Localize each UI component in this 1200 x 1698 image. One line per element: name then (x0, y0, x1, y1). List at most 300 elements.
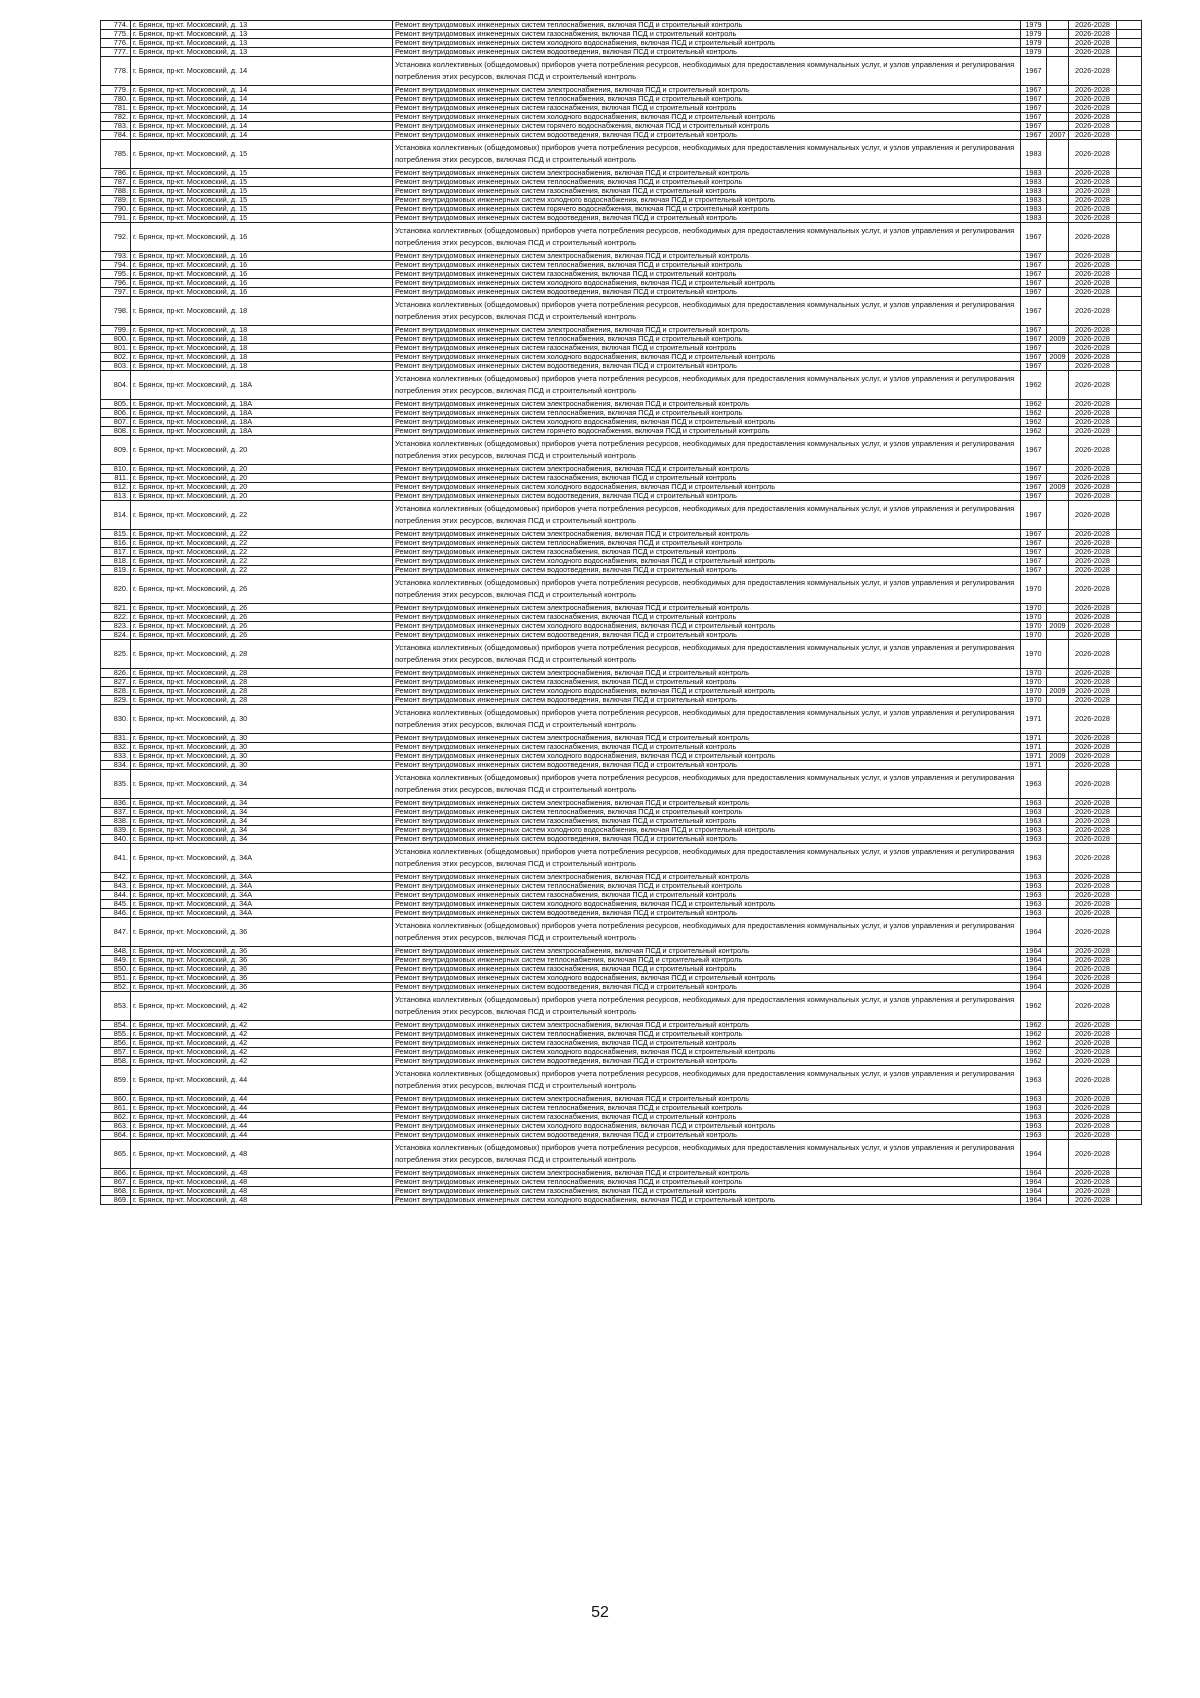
row-address: г. Брянск, пр-кт. Московский, д. 18 (131, 344, 393, 353)
row-build-year: 1963 (1021, 1122, 1047, 1131)
row-build-year: 1962 (1021, 1039, 1047, 1048)
row-last-repair-year (1047, 261, 1069, 270)
row-last-repair-year (1047, 1178, 1069, 1187)
row-number: 863. (101, 1122, 131, 1131)
row-work-type: Ремонт внутридомовых инженерных систем холодного водоснабжения, включая ПСД и строительный контроль (393, 752, 1021, 761)
row-planned-period: 2026-2028 (1069, 891, 1117, 900)
row-work-type: Ремонт внутридомовых инженерных систем газоснабжения, включая ПСД и строительный контроль (393, 743, 1021, 752)
row-build-year: 1970 (1021, 575, 1047, 604)
row-planned-period: 2026-2028 (1069, 808, 1117, 817)
row-planned-period: 2026-2028 (1069, 873, 1117, 882)
row-last-repair-year (1047, 288, 1069, 297)
row-build-year: 1979 (1021, 39, 1047, 48)
row-planned-period: 2026-2028 (1069, 622, 1117, 631)
row-extra-cell (1117, 817, 1142, 826)
table-row (101, 1113, 1142, 1122)
row-planned-period: 2026-2028 (1069, 30, 1117, 39)
row-extra-cell (1117, 1187, 1142, 1196)
table-row (101, 1048, 1142, 1057)
row-number: 855. (101, 1030, 131, 1039)
row-extra-cell (1117, 539, 1142, 548)
row-address: г. Брянск, пр-кт. Московский, д. 15 (131, 187, 393, 196)
row-planned-period: 2026-2028 (1069, 214, 1117, 223)
row-work-type: Ремонт внутридомовых инженерных систем газоснабжения, включая ПСД и строительный контроль (393, 891, 1021, 900)
row-last-repair-year: 2009 (1047, 622, 1069, 631)
row-extra-cell (1117, 140, 1142, 169)
row-address: г. Брянск, пр-кт. Московский, д. 30 (131, 743, 393, 752)
row-extra-cell (1117, 261, 1142, 270)
row-extra-cell (1117, 557, 1142, 566)
row-planned-period: 2026-2028 (1069, 1131, 1117, 1140)
row-last-repair-year (1047, 678, 1069, 687)
table-row (101, 705, 1142, 734)
row-address: г. Брянск, пр-кт. Московский, д. 20 (131, 492, 393, 501)
row-extra-cell (1117, 530, 1142, 539)
row-build-year: 1962 (1021, 1057, 1047, 1066)
table-row (101, 1187, 1142, 1196)
row-last-repair-year (1047, 113, 1069, 122)
row-work-type: Ремонт внутридомовых инженерных систем водоотведения, включая ПСД и строительный контроль (393, 492, 1021, 501)
row-planned-period: 2026-2028 (1069, 1048, 1117, 1057)
row-extra-cell (1117, 418, 1142, 427)
row-build-year: 1967 (1021, 270, 1047, 279)
row-number: 812. (101, 483, 131, 492)
row-last-repair-year (1047, 205, 1069, 214)
row-work-type: Ремонт внутридомовых инженерных систем водоотведения, включая ПСД и строительный контроль (393, 696, 1021, 705)
row-planned-period: 2026-2028 (1069, 900, 1117, 909)
row-planned-period: 2026-2028 (1069, 474, 1117, 483)
row-build-year: 1963 (1021, 873, 1047, 882)
row-last-repair-year (1047, 1169, 1069, 1178)
row-build-year: 1963 (1021, 1095, 1047, 1104)
row-build-year: 1964 (1021, 918, 1047, 947)
row-planned-period: 2026-2028 (1069, 1169, 1117, 1178)
row-number: 798. (101, 297, 131, 326)
row-last-repair-year (1047, 808, 1069, 817)
row-number: 850. (101, 965, 131, 974)
row-work-type: Ремонт внутридомовых инженерных систем электроснабжения, включая ПСД и строительный контроль (393, 799, 1021, 808)
row-build-year: 1983 (1021, 169, 1047, 178)
table-row (101, 613, 1142, 622)
table-row (101, 817, 1142, 826)
row-last-repair-year (1047, 705, 1069, 734)
row-extra-cell (1117, 21, 1142, 30)
table-row (101, 844, 1142, 873)
row-number: 846. (101, 909, 131, 918)
row-work-type: Ремонт внутридомовых инженерных систем газоснабжения, включая ПСД и строительный контроль (393, 965, 1021, 974)
row-address: г. Брянск, пр-кт. Московский, д. 34 (131, 826, 393, 835)
row-build-year: 1967 (1021, 104, 1047, 113)
page-number: 52 (591, 1604, 609, 1621)
row-number: 823. (101, 622, 131, 631)
row-last-repair-year (1047, 965, 1069, 974)
row-number: 851. (101, 974, 131, 983)
row-number: 822. (101, 613, 131, 622)
row-planned-period: 2026-2028 (1069, 557, 1117, 566)
row-extra-cell (1117, 205, 1142, 214)
row-build-year: 1970 (1021, 687, 1047, 696)
row-planned-period: 2026-2028 (1069, 826, 1117, 835)
table-row (101, 1021, 1142, 1030)
row-work-type: Ремонт внутридомовых инженерных систем водоотведения, включая ПСД и строительный контроль (393, 288, 1021, 297)
row-number: 794. (101, 261, 131, 270)
row-last-repair-year (1047, 1122, 1069, 1131)
row-build-year: 1967 (1021, 223, 1047, 252)
row-address: г. Брянск, пр-кт. Московский, д. 13 (131, 21, 393, 30)
row-build-year: 1967 (1021, 131, 1047, 140)
row-build-year: 1979 (1021, 30, 1047, 39)
row-build-year: 1983 (1021, 214, 1047, 223)
row-planned-period: 2026-2028 (1069, 882, 1117, 891)
row-extra-cell (1117, 1140, 1142, 1169)
row-number: 825. (101, 640, 131, 669)
row-address: г. Брянск, пр-кт. Московский, д. 30 (131, 734, 393, 743)
row-number: 834. (101, 761, 131, 770)
row-last-repair-year (1047, 918, 1069, 947)
row-planned-period: 2026-2028 (1069, 918, 1117, 947)
row-work-type: Ремонт внутридомовых инженерных систем холодного водоснабжения, включая ПСД и строительный контроль (393, 418, 1021, 427)
row-address: г. Брянск, пр-кт. Московский, д. 22 (131, 566, 393, 575)
row-work-type: Ремонт внутридомовых инженерных систем холодного водоснабжения, включая ПСД и строительный контроль (393, 196, 1021, 205)
table-row (101, 752, 1142, 761)
row-number: 795. (101, 270, 131, 279)
row-extra-cell (1117, 270, 1142, 279)
row-extra-cell (1117, 122, 1142, 131)
row-extra-cell (1117, 169, 1142, 178)
row-extra-cell (1117, 761, 1142, 770)
row-planned-period: 2026-2028 (1069, 86, 1117, 95)
row-number: 843. (101, 882, 131, 891)
row-build-year: 1967 (1021, 57, 1047, 86)
row-build-year: 1967 (1021, 474, 1047, 483)
table-row (101, 169, 1142, 178)
table-row (101, 678, 1142, 687)
row-work-type: Ремонт внутридомовых инженерных систем водоотведения, включая ПСД и строительный контроль (393, 761, 1021, 770)
row-work-type: Ремонт внутридомовых инженерных систем горячего водоснабжения, включая ПСД и строительный контроль (393, 205, 1021, 214)
table-row (101, 826, 1142, 835)
table-row (101, 734, 1142, 743)
table-row (101, 205, 1142, 214)
row-planned-period: 2026-2028 (1069, 483, 1117, 492)
row-number: 848. (101, 947, 131, 956)
row-planned-period: 2026-2028 (1069, 1122, 1117, 1131)
row-work-type: Ремонт внутридомовых инженерных систем водоотведения, включая ПСД и строительный контроль (393, 1057, 1021, 1066)
table-row (101, 557, 1142, 566)
row-number: 866. (101, 1169, 131, 1178)
row-build-year: 1967 (1021, 335, 1047, 344)
row-work-type: Ремонт внутридомовых инженерных систем холодного водоснабжения, включая ПСД и строительный контроль (393, 1048, 1021, 1057)
row-last-repair-year (1047, 214, 1069, 223)
row-last-repair-year (1047, 640, 1069, 669)
row-number: 857. (101, 1048, 131, 1057)
row-extra-cell (1117, 900, 1142, 909)
row-work-type: Ремонт внутридомовых инженерных систем холодного водоснабжения, включая ПСД и строительный контроль (393, 1122, 1021, 1131)
row-planned-period: 2026-2028 (1069, 687, 1117, 696)
row-number: 853. (101, 992, 131, 1021)
row-work-type: Ремонт внутридомовых инженерных систем теплоснабжения, включая ПСД и строительный контроль (393, 539, 1021, 548)
row-planned-period: 2026-2028 (1069, 492, 1117, 501)
row-planned-period: 2026-2028 (1069, 743, 1117, 752)
row-address: г. Брянск, пр-кт. Московский, д. 44 (131, 1113, 393, 1122)
row-build-year: 1964 (1021, 965, 1047, 974)
row-planned-period: 2026-2028 (1069, 752, 1117, 761)
row-extra-cell (1117, 956, 1142, 965)
row-work-type: Ремонт внутридомовых инженерных систем холодного водоснабжения, включая ПСД и строительный контроль (393, 353, 1021, 362)
row-last-repair-year (1047, 613, 1069, 622)
row-work-type: Ремонт внутридомовых инженерных систем электроснабжения, включая ПСД и строительный контроль (393, 669, 1021, 678)
row-work-type: Ремонт внутридомовых инженерных систем холодного водоснабжения, включая ПСД и строительный контроль (393, 113, 1021, 122)
row-number: 782. (101, 113, 131, 122)
row-extra-cell (1117, 808, 1142, 817)
row-number: 797. (101, 288, 131, 297)
row-work-type: Ремонт внутридомовых инженерных систем электроснабжения, включая ПСД и строительный контроль (393, 873, 1021, 882)
row-planned-period: 2026-2028 (1069, 734, 1117, 743)
row-build-year: 1967 (1021, 530, 1047, 539)
row-work-type: Ремонт внутридомовых инженерных систем электроснабжения, включая ПСД и строительный контроль (393, 465, 1021, 474)
row-address: г. Брянск, пр-кт. Московский, д. 34А (131, 900, 393, 909)
row-address: г. Брянск, пр-кт. Московский, д. 36 (131, 956, 393, 965)
row-extra-cell (1117, 371, 1142, 400)
row-build-year: 1967 (1021, 539, 1047, 548)
row-last-repair-year (1047, 21, 1069, 30)
row-build-year: 1970 (1021, 640, 1047, 669)
row-extra-cell (1117, 566, 1142, 575)
table-row (101, 983, 1142, 992)
row-last-repair-year (1047, 140, 1069, 169)
table-row (101, 1140, 1142, 1169)
row-last-repair-year (1047, 427, 1069, 436)
row-extra-cell (1117, 613, 1142, 622)
row-address: г. Брянск, пр-кт. Московский, д. 15 (131, 178, 393, 187)
table-row (101, 86, 1142, 95)
row-address: г. Брянск, пр-кт. Московский, д. 34А (131, 891, 393, 900)
row-planned-period: 2026-2028 (1069, 631, 1117, 640)
table-row (101, 530, 1142, 539)
table-row (101, 400, 1142, 409)
row-build-year: 1967 (1021, 557, 1047, 566)
row-number: 775. (101, 30, 131, 39)
row-work-type: Ремонт внутридомовых инженерных систем газоснабжения, включая ПСД и строительный контроль (393, 817, 1021, 826)
row-planned-period: 2026-2028 (1069, 799, 1117, 808)
row-last-repair-year (1047, 270, 1069, 279)
row-number: 847. (101, 918, 131, 947)
row-number: 835. (101, 770, 131, 799)
row-build-year: 1971 (1021, 761, 1047, 770)
row-extra-cell (1117, 252, 1142, 261)
row-planned-period: 2026-2028 (1069, 604, 1117, 613)
row-planned-period: 2026-2028 (1069, 530, 1117, 539)
row-last-repair-year (1047, 770, 1069, 799)
row-build-year: 1979 (1021, 48, 1047, 57)
row-work-type: Ремонт внутридомовых инженерных систем водоотведения, включая ПСД и строительный контроль (393, 214, 1021, 223)
row-work-type: Ремонт внутридомовых инженерных систем электроснабжения, включая ПСД и строительный контроль (393, 1021, 1021, 1030)
row-address: г. Брянск, пр-кт. Московский, д. 44 (131, 1066, 393, 1095)
row-last-repair-year (1047, 956, 1069, 965)
row-address: г. Брянск, пр-кт. Московский, д. 42 (131, 992, 393, 1021)
row-extra-cell (1117, 631, 1142, 640)
row-last-repair-year (1047, 465, 1069, 474)
row-last-repair-year (1047, 669, 1069, 678)
row-last-repair-year (1047, 122, 1069, 131)
row-planned-period: 2026-2028 (1069, 1178, 1117, 1187)
row-extra-cell (1117, 501, 1142, 530)
row-address: г. Брянск, пр-кт. Московский, д. 16 (131, 279, 393, 288)
row-build-year: 1963 (1021, 844, 1047, 873)
row-planned-period: 2026-2028 (1069, 140, 1117, 169)
row-address: г. Брянск, пр-кт. Московский, д. 34 (131, 817, 393, 826)
row-build-year: 1967 (1021, 492, 1047, 501)
row-work-type: Установка коллективных (общедомовых) приборов учета потребления ресурсов, необходимых для предоставления коммунальных услуг, и узлов управления и регулирования потребления этих ресурсов, включая ПСД и строительный контроль (393, 501, 1021, 530)
row-build-year: 1967 (1021, 261, 1047, 270)
row-last-repair-year (1047, 974, 1069, 983)
row-work-type: Установка коллективных (общедомовых) приборов учета потребления ресурсов, необходимых для предоставления коммунальных услуг, и узлов управления и регулирования потребления этих ресурсов, включая ПСД и строительный контроль (393, 575, 1021, 604)
row-address: г. Брянск, пр-кт. Московский, д. 16 (131, 261, 393, 270)
row-number: 811. (101, 474, 131, 483)
row-last-repair-year (1047, 882, 1069, 891)
row-planned-period: 2026-2028 (1069, 965, 1117, 974)
row-address: г. Брянск, пр-кт. Московский, д. 14 (131, 122, 393, 131)
row-last-repair-year (1047, 48, 1069, 57)
table-row (101, 743, 1142, 752)
row-extra-cell (1117, 409, 1142, 418)
row-planned-period: 2026-2028 (1069, 501, 1117, 530)
table-row (101, 1131, 1142, 1140)
table-row (101, 270, 1142, 279)
row-build-year: 1963 (1021, 808, 1047, 817)
row-extra-cell (1117, 1169, 1142, 1178)
row-planned-period: 2026-2028 (1069, 344, 1117, 353)
row-build-year: 1971 (1021, 705, 1047, 734)
row-number: 821. (101, 604, 131, 613)
row-number: 783. (101, 122, 131, 131)
row-work-type: Установка коллективных (общедомовых) приборов учета потребления ресурсов, необходимых для предоставления коммунальных услуг, и узлов управления и регулирования потребления этих ресурсов, включая ПСД и строительный контроль (393, 705, 1021, 734)
row-number: 819. (101, 566, 131, 575)
row-last-repair-year: 2009 (1047, 335, 1069, 344)
row-planned-period: 2026-2028 (1069, 252, 1117, 261)
row-build-year: 1964 (1021, 1187, 1047, 1196)
row-number: 801. (101, 344, 131, 353)
row-address: г. Брянск, пр-кт. Московский, д. 22 (131, 548, 393, 557)
table-row (101, 918, 1142, 947)
table-row (101, 1039, 1142, 1048)
row-number: 824. (101, 631, 131, 640)
row-address: г. Брянск, пр-кт. Московский, д. 34 (131, 770, 393, 799)
row-last-repair-year: 2009 (1047, 752, 1069, 761)
row-number: 844. (101, 891, 131, 900)
row-address: г. Брянск, пр-кт. Московский, д. 16 (131, 288, 393, 297)
row-extra-cell (1117, 288, 1142, 297)
row-extra-cell (1117, 844, 1142, 873)
row-number: 805. (101, 400, 131, 409)
row-last-repair-year (1047, 223, 1069, 252)
row-planned-period: 2026-2028 (1069, 575, 1117, 604)
row-work-type: Ремонт внутридомовых инженерных систем теплоснабжения, включая ПСД и строительный контроль (393, 1178, 1021, 1187)
row-build-year: 1962 (1021, 409, 1047, 418)
row-address: г. Брянск, пр-кт. Московский, д. 18 (131, 362, 393, 371)
row-planned-period: 2026-2028 (1069, 1187, 1117, 1196)
table-row (101, 465, 1142, 474)
row-work-type: Ремонт внутридомовых инженерных систем теплоснабжения, включая ПСД и строительный контроль (393, 409, 1021, 418)
row-extra-cell (1117, 705, 1142, 734)
row-last-repair-year (1047, 187, 1069, 196)
table-row (101, 483, 1142, 492)
row-last-repair-year (1047, 1095, 1069, 1104)
row-address: г. Брянск, пр-кт. Московский, д. 48 (131, 1178, 393, 1187)
row-build-year: 1964 (1021, 1140, 1047, 1169)
row-last-repair-year (1047, 104, 1069, 113)
row-extra-cell (1117, 30, 1142, 39)
table-row (101, 39, 1142, 48)
row-address: г. Брянск, пр-кт. Московский, д. 14 (131, 95, 393, 104)
row-last-repair-year (1047, 501, 1069, 530)
row-work-type: Ремонт внутридомовых инженерных систем электроснабжения, включая ПСД и строительный контроль (393, 947, 1021, 956)
row-last-repair-year (1047, 178, 1069, 187)
row-build-year: 1963 (1021, 835, 1047, 844)
table-row (101, 297, 1142, 326)
row-number: 826. (101, 669, 131, 678)
row-last-repair-year (1047, 1066, 1069, 1095)
row-planned-period: 2026-2028 (1069, 326, 1117, 335)
row-planned-period: 2026-2028 (1069, 640, 1117, 669)
row-extra-cell (1117, 1196, 1142, 1205)
row-address: г. Брянск, пр-кт. Московский, д. 14 (131, 57, 393, 86)
row-build-year: 1971 (1021, 734, 1047, 743)
row-work-type: Ремонт внутридомовых инженерных систем электроснабжения, включая ПСД и строительный контроль (393, 86, 1021, 95)
table-row (101, 1122, 1142, 1131)
row-work-type: Ремонт внутридомовых инженерных систем электроснабжения, включая ПСД и строительный контроль (393, 400, 1021, 409)
row-extra-cell (1117, 465, 1142, 474)
row-last-repair-year (1047, 371, 1069, 400)
row-last-repair-year (1047, 1039, 1069, 1048)
row-address: г. Брянск, пр-кт. Московский, д. 30 (131, 705, 393, 734)
row-address: г. Брянск, пр-кт. Московский, д. 20 (131, 465, 393, 474)
table-row (101, 501, 1142, 530)
row-extra-cell (1117, 752, 1142, 761)
row-extra-cell (1117, 335, 1142, 344)
row-build-year: 1967 (1021, 501, 1047, 530)
row-planned-period: 2026-2028 (1069, 770, 1117, 799)
row-work-type: Установка коллективных (общедомовых) приборов учета потребления ресурсов, необходимых для предоставления коммунальных услуг, и узлов управления и регулирования потребления этих ресурсов, включая ПСД и строительный контроль (393, 844, 1021, 873)
row-number: 841. (101, 844, 131, 873)
row-work-type: Ремонт внутридомовых инженерных систем холодного водоснабжения, включая ПСД и строительный контроль (393, 483, 1021, 492)
row-extra-cell (1117, 113, 1142, 122)
row-number: 836. (101, 799, 131, 808)
row-extra-cell (1117, 799, 1142, 808)
row-planned-period: 2026-2028 (1069, 122, 1117, 131)
table-row (101, 279, 1142, 288)
row-work-type: Ремонт внутридомовых инженерных систем газоснабжения, включая ПСД и строительный контроль (393, 548, 1021, 557)
row-build-year: 1967 (1021, 483, 1047, 492)
row-last-repair-year (1047, 1104, 1069, 1113)
row-build-year: 1964 (1021, 974, 1047, 983)
row-extra-cell (1117, 1030, 1142, 1039)
row-address: г. Брянск, пр-кт. Московский, д. 16 (131, 252, 393, 261)
row-number: 792. (101, 223, 131, 252)
row-planned-period: 2026-2028 (1069, 418, 1117, 427)
row-extra-cell (1117, 548, 1142, 557)
row-planned-period: 2026-2028 (1069, 169, 1117, 178)
row-planned-period: 2026-2028 (1069, 288, 1117, 297)
row-planned-period: 2026-2028 (1069, 983, 1117, 992)
row-address: г. Брянск, пр-кт. Московский, д. 14 (131, 131, 393, 140)
row-extra-cell (1117, 104, 1142, 113)
row-work-type: Ремонт внутридомовых инженерных систем водоотведения, включая ПСД и строительный контроль (393, 48, 1021, 57)
row-address: г. Брянск, пр-кт. Московский, д. 15 (131, 169, 393, 178)
row-extra-cell (1117, 427, 1142, 436)
row-last-repair-year (1047, 169, 1069, 178)
row-work-type: Ремонт внутридомовых инженерных систем газоснабжения, включая ПСД и строительный контроль (393, 30, 1021, 39)
row-extra-cell (1117, 835, 1142, 844)
